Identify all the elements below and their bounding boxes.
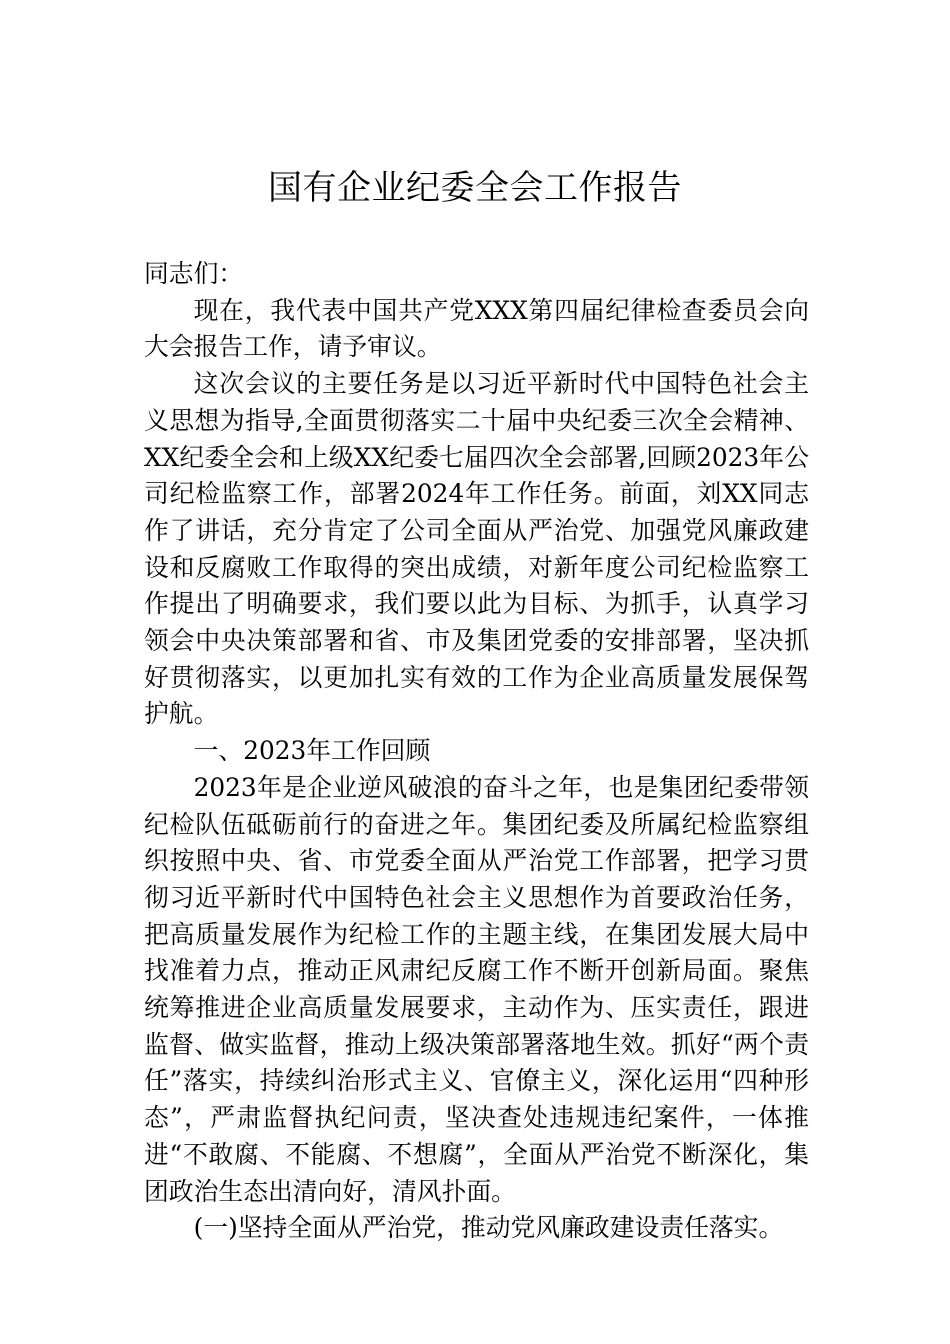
document-title: 国有企业纪委全会工作报告 — [268, 168, 682, 208]
paragraph-meeting-tasks: 这次会议的主要任务是以习近平新时代中国特色社会主义思想为指导,全面贯彻落实二十届中央纪委三次全会精神、XX纪委全会和上级XX纪委七届四次全会部署,回顾2023年公司纪检监察工作，部署2024年工作任务。前面，刘XX同志作了讲话，充分肯定了公司全面从严治党、加强党风廉政建设和反腐败工作取得的突出成绩，对新年度公司纪检监察工作提出了明确要求，我们要以此为目标、为抓手，认真学习领会中央决策部署和省、市及集团党委的安排部署，坚决抓好贯彻落实，以更加扎实有效的工作为企业高质量发展保驾护航。 — [144, 369, 809, 729]
document-body — [144, 256, 809, 1247]
section-heading-review: 一、2023年工作回顾 — [193, 736, 431, 766]
paragraph-opening: 现在，我代表中国共产党XXX第四届纪律检查委员会向大会报告工作，请予审议。 — [144, 295, 809, 362]
salutation: 同志们： — [144, 259, 244, 288]
paragraph-review: 2023年是企业逆风破浪的奋斗之年，也是集团纪委带领纪检队伍砥砺前行的奋进之年。集团纪委及所属纪检监察组织按照中央、省、市党委全面从严治党工作部署，把学习贯彻习近平新时代中国特色社会主义思想作为首要政治任务，把高质量发展作为纪检工作的主题主线，在集团发展大局中找准着力点，推动正风肃纪反腐工作不断开创新局面。聚焦统筹推进企业高质量发展要求，主动作为、压实责任，跟进监督、做实监督，推动上级决策部署落地生效。抓好“两个责任”落实，持续纠治形式主义、官僚主义，深化运用“四种形态”，严肃监督执纪问责，坚决查处违规违纪案件，一体推进“不敢腐、不能腐、不想腐”，全面从严治党不断深化，集团政治生态出清向好，清风扑面。 — [144, 772, 809, 1206]
subsection-heading-1: (一)坚持全面从严治党，推动党风廉政建设责任落实。 — [193, 1213, 784, 1243]
